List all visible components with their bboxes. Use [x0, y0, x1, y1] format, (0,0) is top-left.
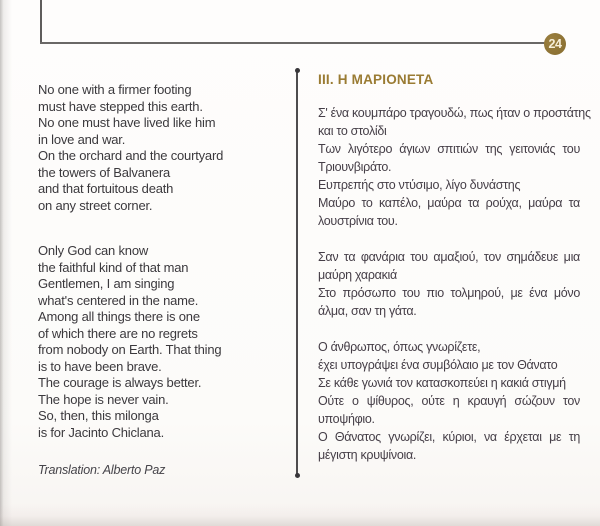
- frame-top-rule: [40, 42, 546, 44]
- poem-line: from nobody on Earth. That thing: [38, 342, 222, 357]
- section-heading: ΙΙΙ. Η ΜΑΡΙΟΝΕΤΑ: [318, 72, 434, 87]
- poem-line: the faithful kind of that man: [38, 259, 189, 275]
- poem-line: άλμα, σαν τη γάτα.: [318, 304, 417, 318]
- poem-line: υποψήφιο.: [318, 412, 375, 426]
- poem-line: Ούτε ο ψίθυρος, ούτε η κραυγή σώζουν τον: [318, 394, 580, 408]
- greek-poem-column: [318, 71, 591, 482]
- poem-line: No one must have lived like him: [38, 115, 216, 130]
- poem-line: The courage is always better.: [38, 375, 202, 390]
- poem-line: Στο πρόσωπο του πιο τολμηρού, με ένα μόνο: [318, 286, 580, 300]
- poem-line: of which there are no regrets: [38, 325, 198, 341]
- poem-line: Τριουνβιράτο.: [318, 160, 392, 174]
- poem-line: μέγιστη κρυψίνοια.: [318, 448, 417, 462]
- poem-line: On the orchard and the courtyard: [38, 148, 224, 163]
- english-stanza-2: [38, 243, 284, 441]
- poem-line: Ο Θάνατος γνωρίζει, κύριοι, να έρχεται με τη: [318, 430, 580, 444]
- page-edge-shadow-left: [0, 0, 12, 526]
- poem-line: what's centered in the name.: [38, 292, 199, 308]
- page-number-badge: 24: [544, 33, 566, 55]
- poem-line: Only God can know: [38, 243, 149, 258]
- poem-line: Gentlemen, I am singing: [38, 276, 175, 291]
- poem-line: Ευπρεπής στο ντύσιμο, λίγο δυνάστης: [318, 178, 521, 192]
- divider-top-dot: [295, 68, 300, 73]
- poem-line: μαύρη χαρακιά: [318, 268, 397, 282]
- page-edge-shadow-bottom: [0, 504, 600, 526]
- english-translation-column: [38, 82, 284, 479]
- frame-corner-line-vertical: [40, 0, 42, 43]
- poem-line: is to have been brave.: [38, 358, 162, 374]
- poem-line: λουστρίνια του.: [318, 214, 398, 228]
- poem-line: Among all things there is one: [38, 309, 200, 324]
- divider-bottom-dot: [295, 473, 300, 478]
- poem-line: Μαύρο το καπέλο, μαύρα τα ρούχα, μαύρα τα: [318, 196, 580, 210]
- poem-line: must have stepped this earth.: [38, 98, 203, 114]
- poem-line: is for Jacinto Chiclana.: [38, 424, 164, 440]
- poem-line: on any street corner.: [38, 197, 153, 213]
- poem-line: No one with a firmer footing: [38, 82, 192, 97]
- poem-line: και το στολίδι: [318, 124, 387, 138]
- greek-stanza-3: [318, 338, 580, 464]
- greek-stanza-2: [318, 248, 580, 320]
- poem-line: the towers of Balvanera: [38, 164, 170, 180]
- poem-line: έχει υπογράψει ένα συμβόλαιο με τον Θάνατο: [318, 358, 558, 372]
- poem-line: Ο άνθρωπος, όπως γνωρίζετε,: [318, 340, 481, 354]
- poem-line: Σ' ένα κουμπάρο τραγουδώ, πως ήταν ο προστάτης: [318, 106, 591, 120]
- column-divider-rule: [296, 70, 298, 476]
- poem-line: in love and war.: [38, 131, 126, 147]
- poem-line: Σαν τα φανάρια του αμαξιού, τον σημάδευε μια: [318, 250, 580, 264]
- english-stanza-1: [38, 82, 284, 214]
- translation-credit: Translation: Alberto Paz: [38, 463, 166, 477]
- poem-line: Των λιγότερο άγιων σπιτιών της γειτονιάς του: [318, 142, 580, 156]
- poem-line: Σε κάθε γωνιά τον κατασκοπεύει η κακιά στιγμή: [318, 376, 566, 390]
- poem-line: The hope is never vain.: [38, 391, 169, 407]
- greek-stanza-1: [318, 104, 591, 230]
- poem-line: So, then, this milonga: [38, 408, 159, 423]
- poem-line: and that fortuitous death: [38, 181, 174, 196]
